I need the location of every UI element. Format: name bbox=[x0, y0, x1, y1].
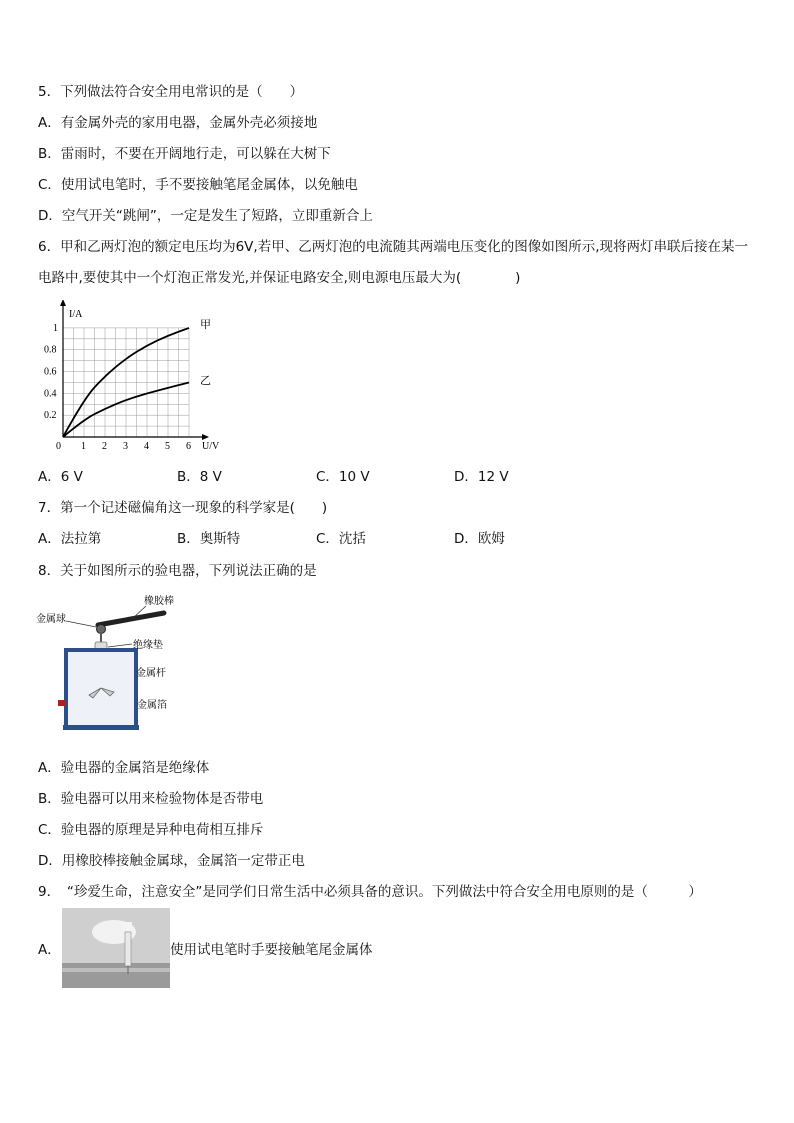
q8-option-b: B．验电器可以用来检验物体是否带电 bbox=[38, 791, 264, 807]
q7-option-b: B．奥斯特 bbox=[177, 531, 241, 547]
label-rubber-rod: 橡胶棒 bbox=[144, 596, 174, 607]
x-axis-label: U/V bbox=[202, 441, 220, 452]
label-insulating-pad: 绝缘垫 bbox=[133, 640, 163, 651]
x-tick-label: 0 bbox=[56, 441, 61, 452]
q8-option-d: D．用橡胶棒接触金属球，金属箔一定带正电 bbox=[38, 853, 305, 869]
q6-option-b: B．8 V bbox=[177, 469, 222, 485]
series-label-jia: 甲 bbox=[200, 318, 211, 331]
y-tick-label: 0.4 bbox=[44, 388, 57, 400]
electroscope-case-back bbox=[68, 652, 134, 728]
q9-option-a-photo bbox=[62, 908, 170, 988]
x-tick-label: 4 bbox=[144, 441, 149, 452]
q6-iv-graph bbox=[40, 300, 230, 460]
metal-ball bbox=[97, 625, 106, 634]
y-tick-label: 0.6 bbox=[44, 366, 57, 378]
electroscope-knob bbox=[58, 700, 66, 706]
label-metal-ball: 金属球 bbox=[36, 614, 66, 625]
q5-option-a: A．有金属外壳的家用电器，金属外壳必须接地 bbox=[38, 115, 318, 131]
q7-stem: 7．第一个记述磁偏角这一现象的科学家是( ) bbox=[38, 500, 328, 516]
y-axis-arrow bbox=[60, 300, 66, 306]
q8-option-a: A．验电器的金属箔是绝缘体 bbox=[38, 760, 210, 776]
q8-option-c: C．验电器的原理是异种电荷相互排斥 bbox=[38, 822, 264, 838]
y-tick-label: 1 bbox=[53, 322, 58, 334]
x-tick-label: 5 bbox=[165, 441, 170, 452]
graph-grid bbox=[63, 328, 189, 437]
q7-option-c: C．沈括 bbox=[316, 531, 366, 547]
y-tick-label: 0.8 bbox=[44, 344, 57, 356]
q9-option-a-letter: A． bbox=[38, 942, 61, 958]
q5-option-c: C．使用试电笔时，手不要接触笔尾金属体，以免触电 bbox=[38, 177, 358, 193]
q6-option-a: A．6 V bbox=[38, 469, 83, 485]
y-axis-label: I/A bbox=[69, 309, 83, 320]
test-pen bbox=[125, 932, 131, 966]
q5-option-d: D．空气开关“跳闸”，一定是发生了短路，立即重新合上 bbox=[38, 208, 373, 224]
x-tick-label: 3 bbox=[123, 441, 128, 452]
label-metal-bar: 金属杆 bbox=[136, 668, 166, 679]
graph-axes bbox=[60, 300, 209, 440]
q9-option-a-text: 使用试电笔时手要接触笔尾金属体 bbox=[170, 942, 373, 958]
q7-option-a: A．法拉第 bbox=[38, 531, 102, 547]
label-metal-foil: 金属箔 bbox=[137, 700, 167, 711]
q8-stem: 8．关于如图所示的验电器，下列说法正确的是 bbox=[38, 563, 317, 579]
x-tick-label: 6 bbox=[186, 441, 191, 452]
x-tick-label: 1 bbox=[81, 441, 86, 452]
q6-option-d: D．12 V bbox=[454, 469, 509, 485]
q6-stem: 6．甲和乙两灯泡的额定电压均为6V,若甲、乙两灯泡的电流随其两端电压变化的图像如图所示,现将两灯串联后接在某一电路中,要使其中一个灯泡正常发光,并保证电路安全,则电源电压最大为( ) bbox=[38, 239, 748, 286]
electroscope-figure bbox=[36, 592, 196, 734]
q5-option-b: B．雷雨时，不要在开阔地行走，可以躲在大树下 bbox=[38, 146, 331, 162]
x-tick-label: 2 bbox=[102, 441, 107, 452]
q6-option-c: C．10 V bbox=[316, 469, 370, 485]
q9-stem: 9． “珍爱生命，注意安全”是同学们日常生活中必须具备的意识。下列做法中符合安全用电原则的是（ ） bbox=[38, 884, 702, 900]
y-tick-label: 0.2 bbox=[44, 410, 57, 422]
x-axis-arrow bbox=[202, 434, 209, 440]
q7-option-d: D．欧姆 bbox=[454, 531, 505, 547]
series-label-yi: 乙 bbox=[200, 374, 211, 387]
rubber-rod bbox=[98, 613, 164, 625]
q5-stem: 5．下列做法符合安全用电常识的是（ ） bbox=[38, 84, 304, 100]
